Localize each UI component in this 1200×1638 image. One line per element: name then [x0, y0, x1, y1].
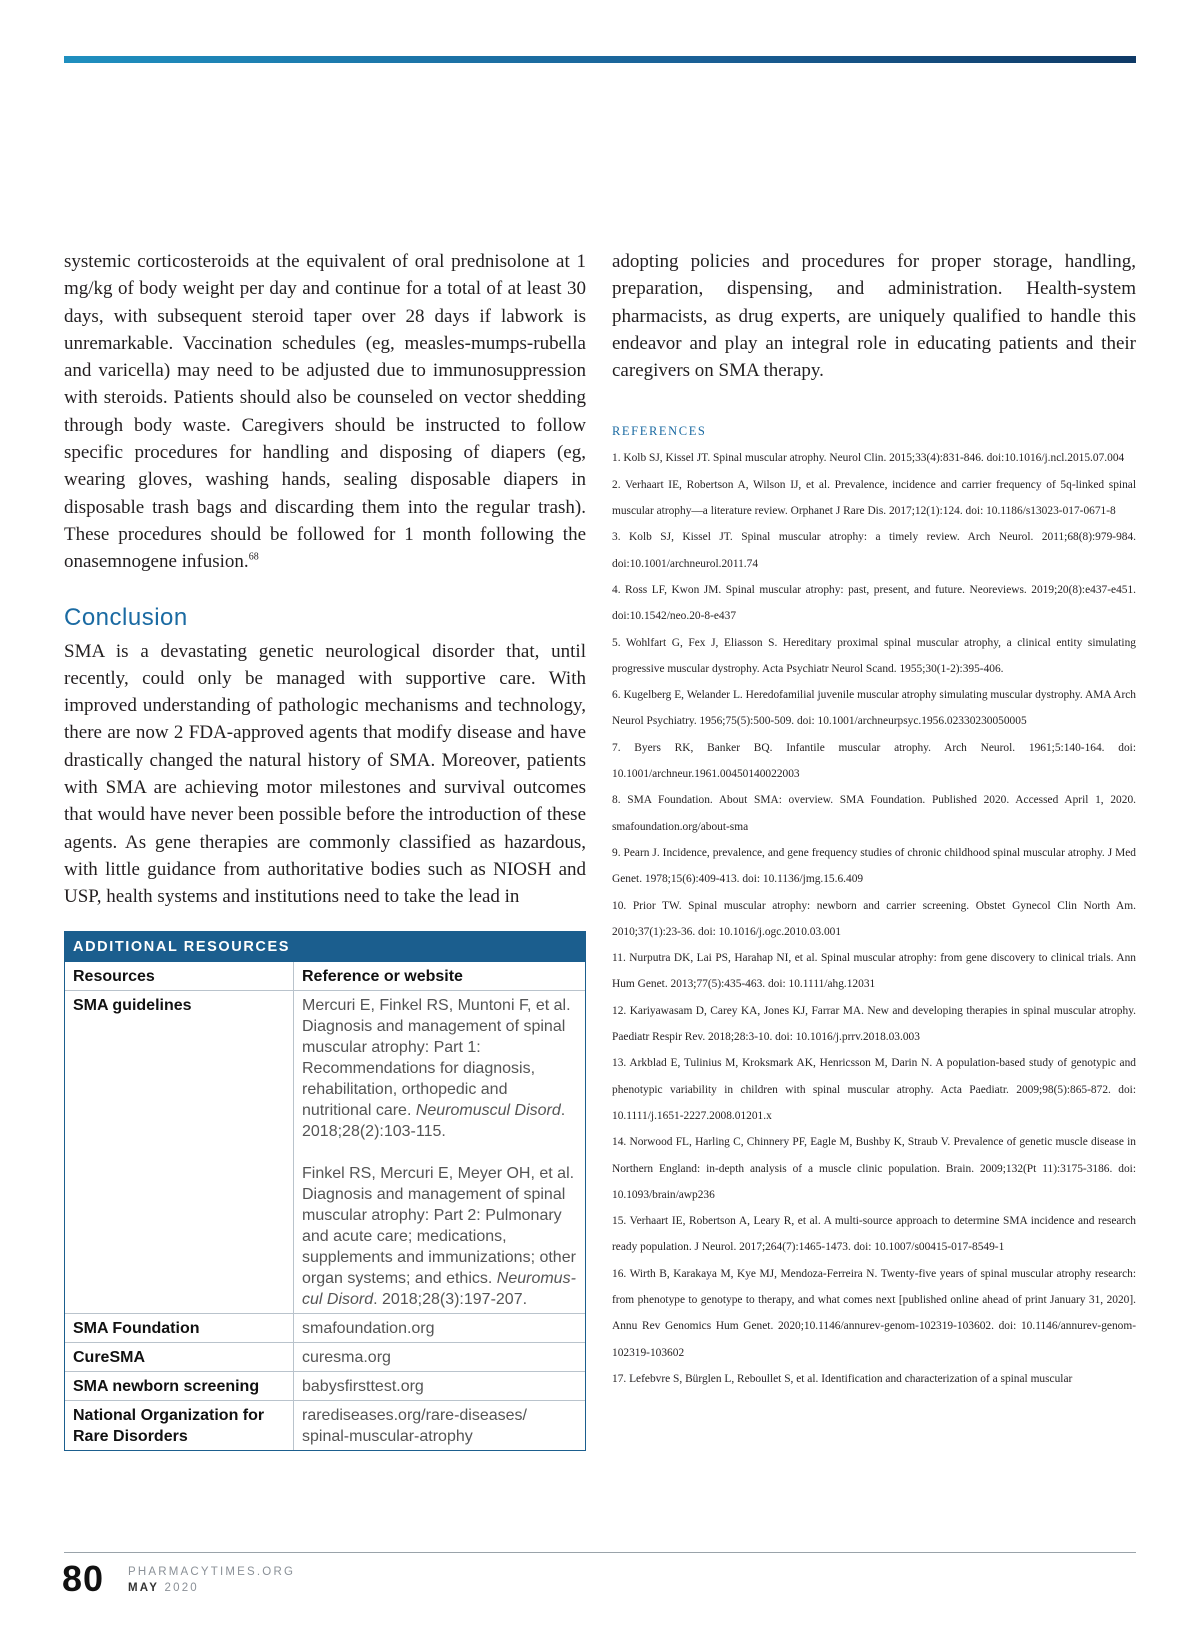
column-header-reference: Reference or website — [302, 967, 463, 985]
left-column — [64, 248, 586, 1451]
resource-reference — [294, 990, 586, 1313]
reference-item: 14. Norwood FL, Harling C, Chinnery PF, Eagle M, Bushby K, Straub V. Prevalence of genetic muscle disease in Northern England: in-depth analysis of a muscle clinic population. Brain. 2009;132(Pt 11):3175-3186. doi: 10.1093/brain/awp236 — [612, 1136, 1136, 1201]
header-accent-bar — [64, 56, 1136, 63]
paragraph-steroids — [64, 248, 586, 576]
reference-item: 8. SMA Foundation. About SMA: overview. SMA Foundation. Published 2020. Accessed April 1, 2020. smafoundation.org/about-sma — [612, 794, 1136, 833]
reference-item: 2. Verhaart IE, Robertson A, Wilson IJ, et al. Prevalence, incidence and carrier frequency of 5q-linked spinal muscular atrophy—a literature review. Orphanet J Rare Dis. 2017;12(1):124. doi: 10.1186/s13023-017-0671-8 — [612, 478, 1136, 518]
reference-item: 4. Ross LF, Kwon JM. Spinal muscular atrophy: past, present, and future. Neoreviews. 2019;20(8):e437-e451. doi:10.1542/neo.20-8-e437 — [612, 583, 1136, 623]
right-body — [612, 248, 1136, 384]
reference-item: 3. Kolb SJ, Kissel JT. Spinal muscular atrophy: a timely review. Arch Neurol. 2011;68(8):979-984. doi:10.1001/archneurol.2011.74 — [612, 531, 1136, 570]
table-row — [65, 1342, 585, 1371]
table-row — [65, 1400, 585, 1450]
footer-month: MAY — [128, 1582, 160, 1594]
guideline-1-journal: Neuromuscul Disord — [415, 1101, 561, 1119]
resources-table — [65, 962, 585, 1450]
conclusion-body — [64, 638, 586, 911]
reference-item: 12. Kariyawasam D, Carey KA, Jones KJ, Farrar MA. New and developing therapies in spinal muscular atrophy. Paediatr Respir Rev. 2018;28:3-10. doi: 10.1016/j.prrv.2018.03.003 — [612, 1004, 1136, 1044]
references-heading: REFERENCES — [612, 424, 707, 439]
footer-year: 2020 — [164, 1582, 199, 1594]
paragraph-steroids-text: systemic corticosteroids at the equivalent of oral prednisolone at 1 mg/kg of body weight per day and continue for a total of at least 30 days, with subsequent steroid taper over 28 days if labwork is unremarkable. Vaccination schedules (eg, measles-mumps-rubella and varicella) may need to be adjusted due to immunosuppression with steroids. Patients should also be counseled on vector shedding through body waste. Caregivers should be instructed to follow specific procedures for handling and disposing of diapers (eg, wearing gloves, washing hands, sealing disposable diapers in disposable trash bags and discarding them into the regular trash). These procedures should be followed for 1 month following the onasemnogene infusion. — [64, 251, 586, 573]
paragraph-policies: adopting policies and procedures for proper storage, handling, preparation, dispensing, and administration. Health-system pharmacists, as drug experts, are uniquely qualified to handle this endeavor and play an integral role in educating patients and their caregivers on SMA therapy. — [612, 251, 1136, 382]
resource-name: SMA Foundation — [65, 1313, 294, 1342]
page-number: 80 — [62, 1558, 105, 1599]
left-body — [64, 248, 586, 576]
table-header-row — [65, 962, 585, 991]
reference-item: 10. Prior TW. Spinal muscular atrophy: newborn and carrier screening. Obstet Gynecol Clin North Am. 2010;37(1):23-36. doi: 10.1016/j.ogc.2010.03.001 — [612, 899, 1136, 938]
table-row — [65, 1313, 585, 1342]
resource-name: SMA newborn screening — [65, 1371, 294, 1400]
reference-item: 6. Kugelberg E, Welander L. Heredofamilial juvenile muscular atrophy simulating muscular dystrophy. AMA Arch Neurol Psychiatry. 1956;75(5):500-509. doi: 10.1001/archneurpsyc.1956.02330230050005 — [612, 689, 1136, 728]
resource-website-link[interactable]: smafoundation.org — [294, 1313, 586, 1342]
resource-website-link[interactable]: babysfirsttest.org — [294, 1371, 586, 1400]
reference-item: 7. Byers RK, Banker BQ. Infantile muscular atrophy. Arch Neurol. 1961;5:140-164. doi: 10.1001/archneur.1961.00450140022003 — [612, 741, 1136, 781]
resource-name: National Organization for Rare Disorders — [65, 1400, 294, 1450]
citation-superscript: 68 — [248, 551, 259, 563]
reference-item: 9. Pearn J. Incidence, prevalence, and gene frequency studies of chronic childhood spinal muscular atrophy. J Med Genet. 1978;15(6):409-413. doi: 10.1136/jmg.15.6.409 — [612, 846, 1136, 886]
guideline-1-cite: . 2018;28(2):103-115. — [302, 1101, 566, 1140]
references-list — [612, 445, 1136, 1392]
spacer — [302, 1142, 577, 1163]
guideline-2-cite: . 2018;28(3):197-207. — [373, 1290, 528, 1308]
reference-item: 5. Wohlfart G, Fex J, Eliasson S. Hereditary proximal spinal muscular atrophy, a clinical entity simulating progressive muscular dystrophy. Acta Psychiatr Neurol Scand. 1955;30(1-2):395-406. — [612, 636, 1136, 675]
resource-website-link[interactable]: rarediseases.org/rare-diseases/ spinal-muscular-atrophy — [294, 1400, 586, 1450]
footer-divider — [64, 1552, 1136, 1553]
table-row — [65, 1371, 585, 1400]
reference-item: 15. Verhaart IE, Robertson A, Leary R, et al. A multi-source approach to determine SMA incidence and research ready population. J Neurol. 2017;264(7):1465-1473. doi: 10.1007/s00415-017-8549-1 — [612, 1215, 1136, 1254]
resource-name: CureSMA — [65, 1342, 294, 1371]
footer-site: PHARMACYTIMES.ORG — [128, 1566, 296, 1578]
reference-item: 11. Nurputra DK, Lai PS, Harahap NI, et al. Spinal muscular atrophy: from gene discovery to clinical trials. Ann Hum Genet. 2013;77(5):435-463. doi: 10.1111/ahg.12031 — [612, 952, 1136, 991]
reference-item: 13. Arkblad E, Tulinius M, Kroksmark AK, Henricsson M, Darin N. A population-based study of genotypic and phenotypic variability in children with spinal muscular atrophy. Acta Paediatr. 2009;98(5):865-872. doi: 10.1111/j.1651-2227.2008.01201.x — [612, 1057, 1136, 1122]
footer-issue-date — [128, 1582, 199, 1594]
guideline-2-journal: Neuromuscul Disord — [302, 1269, 576, 1308]
column-header-resources: Resources — [65, 962, 294, 991]
reference-item: 1. Kolb SJ, Kissel JT. Spinal muscular atrophy. Neurol Clin. 2015;33(4):831-846. doi:10.1016/j.ncl.2015.07.004 — [612, 452, 1125, 465]
guideline-2-text: Finkel RS, Mercuri E, Meyer OH, et al. Diagnosis and management of spinal muscular atrophy: Part 2: Pulmonary and acute care; medications, supplements and immunizations; other organ systems; and ethics. — [302, 1164, 576, 1287]
conclusion-heading: Conclusion — [64, 603, 188, 631]
conclusion-paragraph: SMA is a devastating genetic neurological disorder that, until recently, could only be managed with supportive care. With improved understanding of pathologic mechanisms and technology, there are now 2 FDA-approved agents that modify disease and have drastically changed the natural history of SMA. Moreover, patients with SMA are achieving motor milestones and survival outcomes that would have never been possible before the introduction of these agents. As gene therapies are commonly classified as hazardous, with little guidance from authoritative bodies such as NIOSH and USP, health systems and institutions need to take the lead in — [64, 640, 586, 908]
reference-item: 16. Wirth B, Karakaya M, Kye MJ, Mendoza-Ferreira N. Twenty-five years of spinal muscular atrophy research: from phenotype to genotype to therapy, and what comes next [published online ahead of print January 31, 2020]. Annu Rev Genomics Hum Genet. 2020;10.1146/annurev-genom-102319-103602. doi: 10.1146/annurev-genom-102319-103602 — [612, 1267, 1136, 1359]
reference-item: 17. Lefebvre S, Bürglen L, Reboullet S, et al. Identification and characterization of a spinal muscular — [612, 1372, 1073, 1385]
resource-name: SMA guidelines — [65, 990, 294, 1313]
resource-website-link[interactable]: curesma.org — [294, 1342, 586, 1371]
additional-resources-title: ADDITIONAL RESOURCES — [65, 932, 585, 962]
table-row — [65, 990, 585, 1313]
additional-resources-box — [64, 931, 586, 1451]
right-column — [612, 248, 1136, 1392]
guideline-1-text: Mercuri E, Finkel RS, Muntoni F, et al. Diagnosis and management of spinal muscular atrophy: Part 1: Recommendations for diagnosis, rehabilitation, orthopedic and nutritional care. — [302, 996, 571, 1119]
